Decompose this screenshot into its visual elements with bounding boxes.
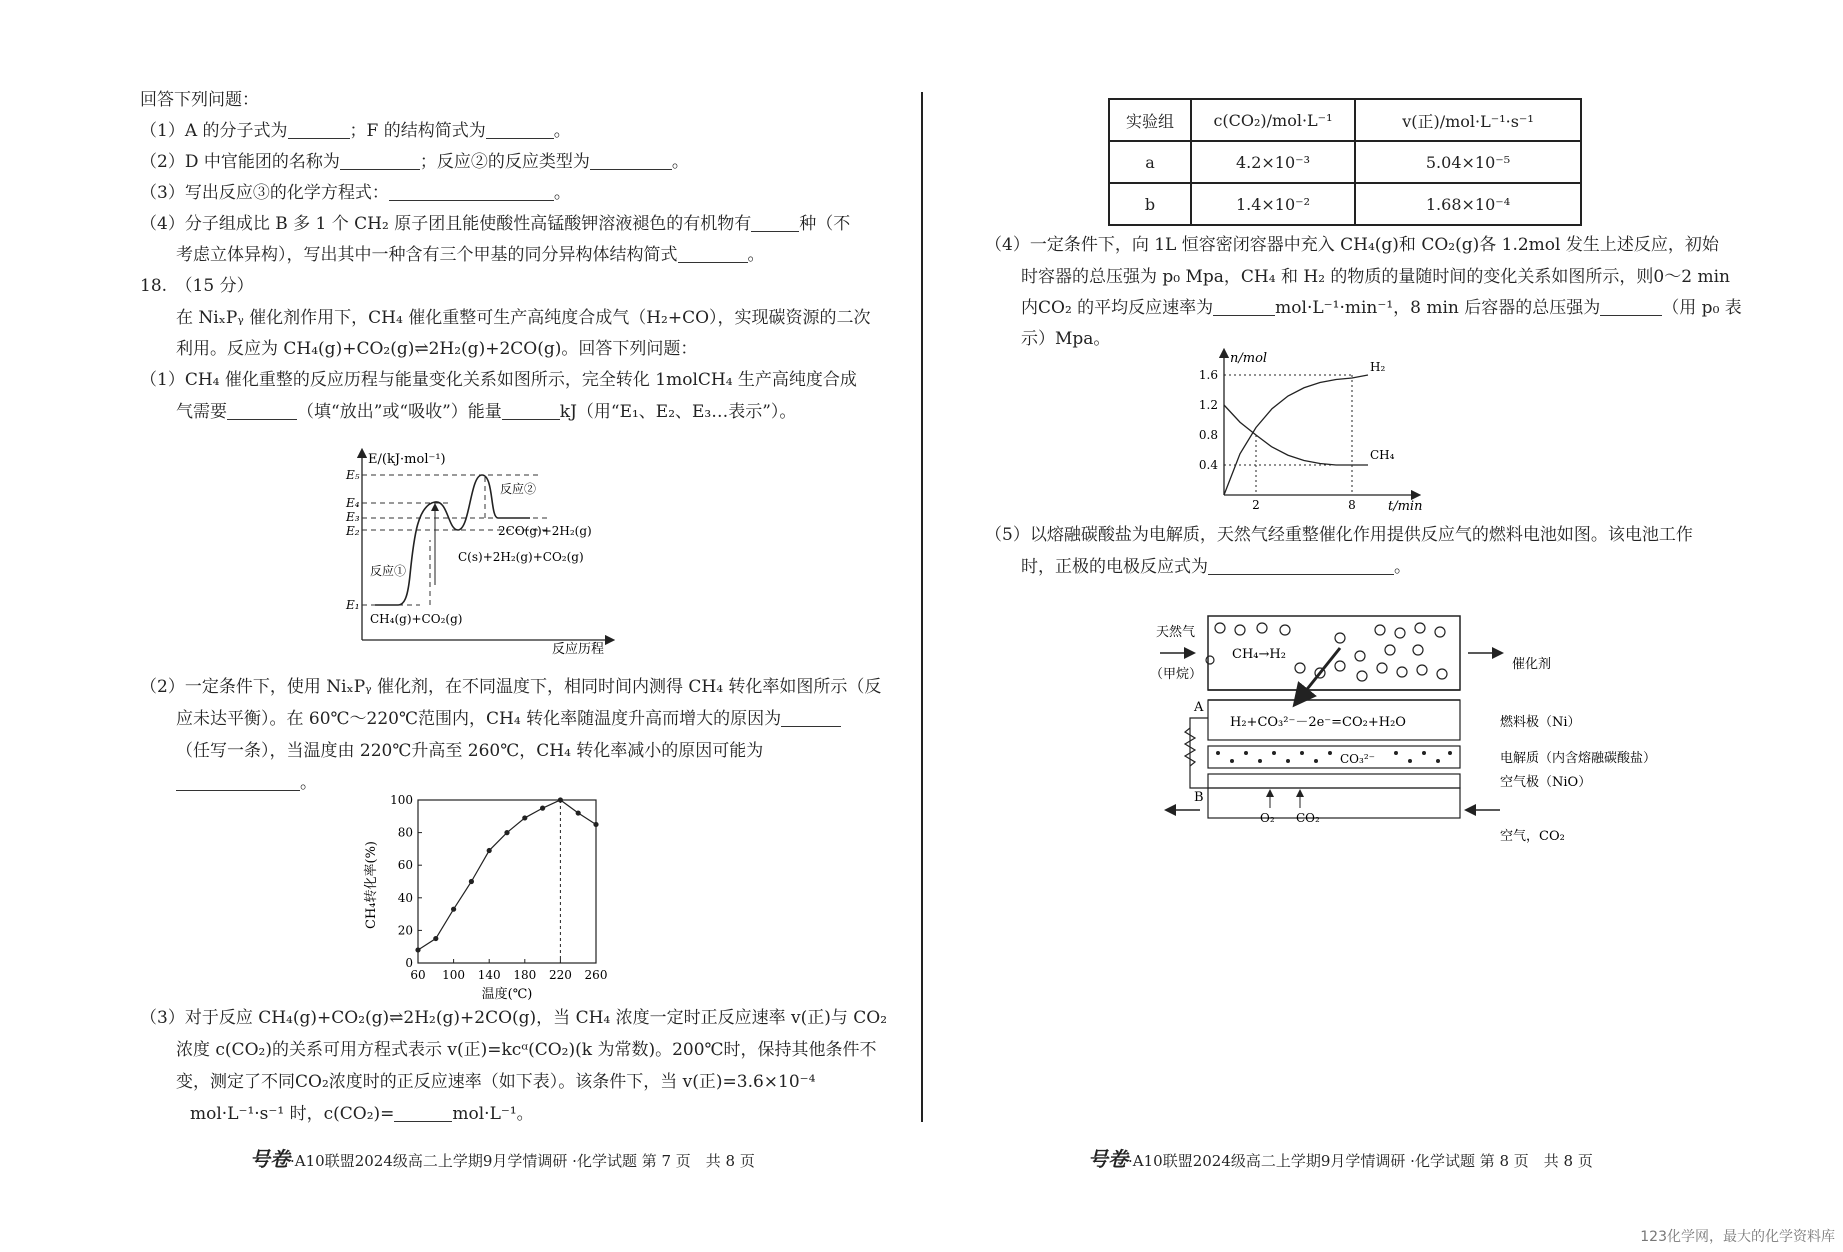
level-E2: E₂ [346,524,360,538]
q18-3d: mol·L⁻¹·s⁻¹ 时，c(CO₂)= mol·L⁻¹。 [190,1104,534,1124]
q17-4-cont: 考虑立体异构），写出其中一种含有三个甲基的同分异构体结构简式 。 [176,245,765,265]
reform-label: CH₄→H₂ [1232,647,1286,662]
q18-3a: （3）对于反应 CH₄(g)+CO₂(g)⇌2H₂(g)+2CO(g)，当 CH₄ 浓度一定时正反应速率 v(正)与 CO₂ [140,1008,888,1028]
table-cell: 5.04×10⁻⁵ [1355,141,1581,183]
level-E5: E₅ [346,468,360,482]
natural-gas-label: 天然气 [1156,625,1196,640]
y-tick-label: 0.4 [1198,458,1218,472]
x-tick-label: 60 [410,968,426,982]
brand-logo: 号卷 [1088,1147,1128,1171]
answer-blank[interactable] [176,772,300,791]
table-header: c(CO₂)/mol·L⁻¹ [1191,99,1355,141]
y-tick-label: 60 [397,858,413,873]
table-row [1109,183,1581,225]
data-point [540,806,545,811]
y-tick-label: 20 [397,923,413,938]
brand-logo: 号卷 [250,1147,290,1171]
y-tick-label: 0.8 [1198,428,1218,442]
x-tick-label: 8 [1348,498,1356,512]
series-label: H₂ [1370,360,1386,374]
y-tick-label: 40 [397,890,413,905]
table-cell: 1.4×10⁻² [1191,183,1355,225]
air-chamber [1208,788,1460,818]
answer-blank[interactable] [394,1103,452,1122]
answer-blank[interactable] [678,244,748,263]
amount-time-chart [1178,345,1438,520]
energy-diagram [330,445,640,665]
column-divider [921,92,923,1122]
q18-3b: 浓度 c(CO₂)的关系可用方程式表示 v(正)=kcᵅ(CO₂)(k 为常数)。200℃时，保持其他条件不 [176,1040,877,1060]
data-point [487,848,492,853]
air-co2-label: 空气，CO₂ [1500,829,1565,844]
table-header: v(正)/mol·L⁻¹·s⁻¹ [1355,99,1581,141]
data-point [451,907,456,912]
data-point [558,797,563,802]
q18-intro-2: 利用。反应为 CH₄(g)+CO₂(g)⇌2H₂(g)+2CO(g)。回答下列问题： [176,339,698,359]
data-point [593,822,598,827]
carbonate-ion-label: CO₃²⁻ [1340,752,1375,766]
table-cell: b [1109,183,1191,225]
q18-2b: 应未达平衡）。在 60℃～220℃范围内，CH₄ 转化率随温度升高而增大的原因为 [176,704,841,735]
electrolyte-layer [1208,746,1460,768]
table-cell: a [1109,141,1191,183]
level-E1: E₁ [346,598,360,612]
series-label: CH₄ [1370,448,1395,462]
x-tick-label: 100 [442,968,466,982]
conv-ylabel: CH₄转化率(%) [364,841,379,929]
intermediate-label: C(s)+2H₂(g)+CO₂(g) [458,550,584,564]
answer-blank[interactable] [389,182,554,201]
energy-ylabel: E/(kJ·mol⁻¹) [368,452,446,467]
q18-1b: 气需要 （填“放出”或“吸收”）能量 kJ（用“E₁、E₂、E₃…表示”）。 [176,402,797,422]
q18-4b: 时容器的总压强为 p₀ Mpa，CH₄ 和 H₂ 的物质的量随时间的变化关系如图所示，则0～2 min [1021,267,1730,287]
conv-xlabel: 温度(℃) [481,987,533,1002]
series-line [1224,375,1368,495]
q18-4a: （4）一定条件下，向 1L 恒容密闭容器中充入 CH₄(g)和 CO₂(g)各 1.2mol 发生上述反应，初始 [985,235,1719,255]
q17-3: （3）写出反应③的化学方程式： 。 [140,183,571,203]
q18-5a: （5）以熔融碳酸盐为电解质，天然气经重整催化作用提供反应气的燃料电池如图。该电池工作 [985,525,1693,545]
reactant-label: CH₄(g)+CO₂(g) [370,612,463,626]
product-label: 2CO(g)+2H₂(g) [498,524,592,538]
q18-2a: （2）一定条件下，使用 NiₓPᵧ 催化剂，在不同温度下，相同时间内测得 CH₄ 转化率如图所示（反 [140,677,882,697]
y-tick-label: 100 [390,793,413,807]
table-cell: 4.2×10⁻³ [1191,141,1355,183]
carbonate-dots [1216,751,1452,763]
methane-label: （甲烷） [1150,667,1203,682]
y-tick-label: 1.6 [1198,368,1218,382]
terminal-B: B [1194,790,1204,805]
x-tick-label: 260 [584,968,608,982]
reaction1-label: 反应① [370,564,407,578]
answer-blank[interactable] [1208,556,1394,575]
y-tick-label: 80 [397,825,413,840]
answer-blank[interactable] [751,213,799,232]
data-point [469,879,474,884]
q17-4: （4）分子组成比 B 多 1 个 CH₂ 原子团且能使酸性高锰酸钾溶液褪色的有机物有 种（不 [140,214,851,234]
intro-text: 回答下列问题： [140,90,259,110]
q18-intro-1: 在 NiₓPᵧ 催化剂作用下，CH₄ 催化重整可生产高纯度合成气（H₂+CO），实现碳资源的二次 [176,308,871,328]
x-tick-label: 140 [477,968,501,982]
air-electrode-label: 空气极（NiO） [1500,775,1592,790]
fuel-cell-diagram [1150,608,1657,848]
q18-4c: 内CO₂ 的平均反应速率为 mol·L⁻¹·min⁻¹，8 min 后容器的总压强为 （用 p₀ 表 [1021,298,1742,318]
answer-blank[interactable] [502,401,560,420]
nt-ylabel: n/mol [1230,351,1268,366]
level-E4: E₄ [346,496,360,510]
answer-blank[interactable] [486,120,554,139]
data-point [576,810,581,815]
answer-blank[interactable] [288,120,350,139]
energy-xlabel: 反应历程 [552,642,605,657]
y-tick-label: 0 [405,956,413,970]
q18-2d: 。 [176,768,317,799]
page-8-footer: 号卷·A10联盟2024级高二上学期9月学情调研 ·化学试题 第 8 页 共 8 页 [1088,1147,1593,1171]
x-tick-label: 2 [1252,498,1260,512]
series-line [1224,405,1368,465]
q17-1: （1）A 的分子式为 ；F 的结构简式为 。 [140,121,571,141]
table-row [1109,141,1581,183]
terminal-A: A [1194,700,1204,715]
answer-blank[interactable] [590,151,672,170]
answer-blank[interactable] [1213,297,1275,316]
page-7-footer: 号卷·A10联盟2024级高二上学期9月学情调研 ·化学试题 第 7 页 共 8 页 [250,1147,755,1171]
x-tick-label: 220 [548,968,572,982]
x-tick-label: 180 [513,968,537,982]
answer-blank[interactable] [340,151,420,170]
q18-2c: （任写一条），当温度由 220℃升高至 260℃，CH₄ 转化率减小的原因可能为 [176,741,764,761]
anode-equation: H₂+CO₃²⁻－2e⁻=CO₂+H₂O [1230,715,1406,730]
data-point [522,815,527,820]
nt-xlabel: t/min [1388,499,1423,514]
data-point [504,830,509,835]
answer-blank[interactable] [1600,297,1662,316]
fuel-electrode-label: 燃料极（Ni） [1500,715,1581,730]
q18-1a: （1）CH₄ 催化重整的反应历程与能量变化关系如图所示，完全转化 1molCH₄ 生产高纯度合成 [140,370,857,390]
o2-label: O₂ [1260,811,1275,825]
q18-4f: 示）Mpa。 [1021,329,1111,349]
table-cell: 1.68×10⁻⁴ [1355,183,1581,225]
air-electrode [1208,774,1460,788]
q18-3c: 变，测定了不同CO₂浓度时的正反应速率（如下表）。该条件下，当 v(正)=3.6×10⁻⁴ [176,1072,816,1092]
q18-5b: 时，正极的电极反应式为 。 [1021,557,1411,577]
rate-table [1108,98,1582,226]
answer-blank[interactable] [781,708,841,727]
electrolyte-label: 电解质（内含熔融碳酸盐） [1500,751,1657,766]
co2-label: CO₂ [1296,811,1320,825]
data-point [415,947,420,952]
level-E3: E₃ [346,510,360,524]
catalyst-label: 催化剂 [1512,657,1552,672]
conversion-chart [360,795,610,1005]
watermark: 123化学网，最大的化学资料库 [1640,1229,1835,1245]
data-point [433,936,438,941]
reaction2-label: 反应② [500,482,537,496]
y-tick-label: 1.2 [1198,398,1218,412]
q17-2: （2）D 中官能团的名称为 ；反应②的反应类型为 。 [140,152,689,172]
q18-heading: 18. （15 分） [140,276,254,296]
conversion-line [418,800,596,950]
answer-blank[interactable] [227,401,297,420]
table-header: 实验组 [1109,99,1191,141]
